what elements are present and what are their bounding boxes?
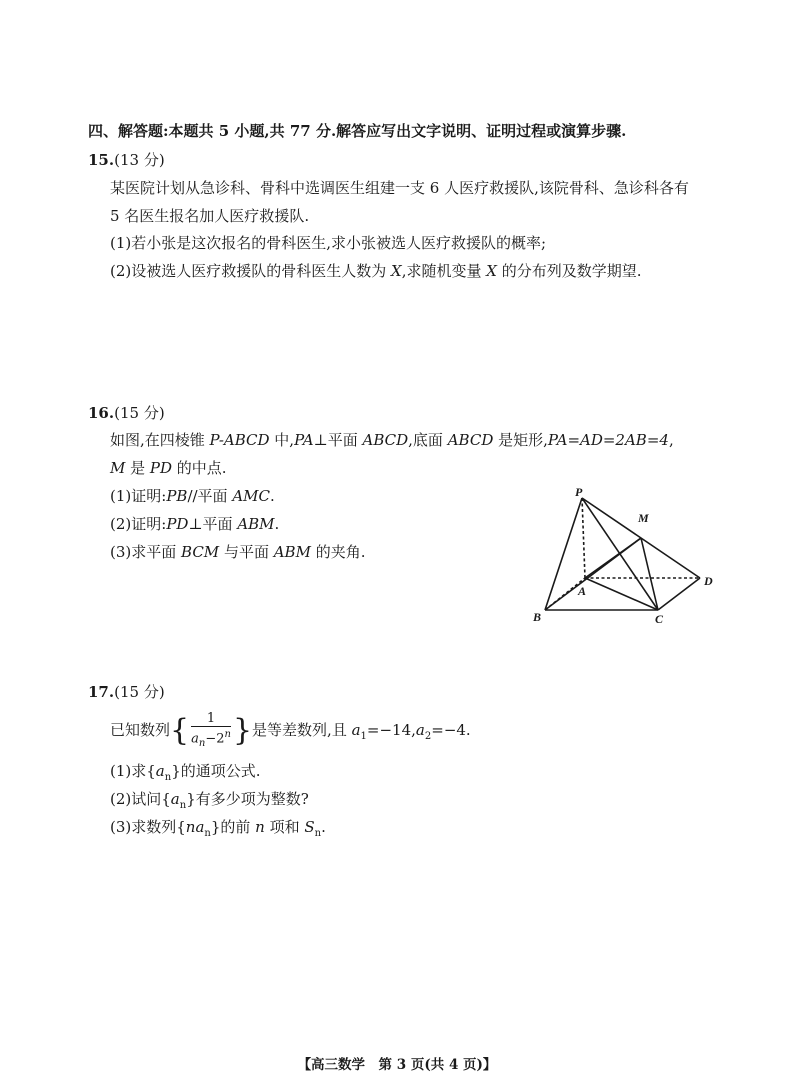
q17-text: 项和 (264, 818, 305, 836)
fraction-denominator (191, 727, 231, 751)
q17-text: . (321, 818, 326, 836)
q16-text: ⊥平面 (313, 431, 363, 449)
q17-nan: na (185, 818, 205, 836)
left-brace: { (170, 713, 190, 748)
label-a: A (578, 584, 587, 598)
q16-text: 与平面 (219, 543, 274, 561)
q15-var-x: X (391, 262, 402, 280)
q17-text: (2)试问{ (110, 790, 171, 808)
label-d: D (704, 574, 713, 588)
q17-text: =−4. (431, 721, 471, 739)
q16-text: . (270, 487, 275, 505)
q17-an-sub-2: n (179, 800, 187, 811)
q17-a2-sub: 2 (424, 731, 432, 742)
edge-pb (545, 498, 582, 610)
q15-part2 (110, 261, 642, 281)
q16-abcd: ABCD (362, 431, 409, 449)
q15-score: (13 分) (114, 151, 165, 169)
q16-pa: PA (294, 431, 314, 449)
q17-a1-sub: 1 (360, 731, 367, 742)
q16-text: (1)证明: (110, 487, 167, 505)
den-sub: n (198, 737, 206, 749)
edge-pa-hidden (582, 498, 585, 578)
q16-part3 (110, 542, 365, 562)
q16-heading (88, 403, 165, 423)
q17-text: 已知数列 (110, 721, 171, 739)
q17-heading (88, 682, 165, 702)
q16-abm: ABM (237, 515, 275, 533)
q17-text: }的通项公式. (171, 762, 261, 780)
q17-score: (15 分) (114, 683, 165, 701)
page-footer: 【高三数学 第 3 页(共 4 页)】 (297, 1057, 497, 1073)
q15-part2-text-a: (2)设被选人医疗救援队的骨科医生人数为 (110, 262, 392, 280)
q16-pb: PB (166, 487, 188, 505)
q16-text: , (668, 431, 674, 449)
q17-text: 是等差数列,且 (252, 721, 352, 739)
q16-pd: PD (149, 459, 173, 477)
pyramid-figure (525, 483, 725, 628)
q17-text: =−14, (366, 721, 416, 739)
q17-a1: a (351, 721, 361, 739)
q15-heading (88, 150, 165, 170)
q16-part1 (110, 486, 275, 506)
q17-text: (3)求数列{ (110, 818, 186, 836)
q16-number: 16. (88, 404, 115, 422)
label-m: M (638, 511, 649, 525)
q17-text: }有多少项为整数? (186, 790, 309, 808)
fraction-numerator: 1 (191, 711, 231, 727)
q16-text: ,底面 (408, 431, 448, 449)
label-b: B (533, 610, 542, 624)
den-sup: n (224, 729, 231, 741)
q16-text: 中, (269, 431, 295, 449)
q17-part1 (110, 761, 261, 788)
q17-sn-sub: n (314, 828, 322, 839)
q16-text: 的中点. (172, 459, 227, 477)
q16-abcd-2: ABCD (447, 431, 494, 449)
q16-text: //平面 (187, 487, 233, 505)
q15-part2-text-b: ,求随机变量 (401, 262, 487, 280)
q16-pyramid: P-ABCD (209, 431, 270, 449)
q16-stem-line1 (110, 430, 674, 450)
edge-mc (641, 538, 658, 610)
q16-score: (15 分) (114, 404, 165, 422)
q17-text: (1)求{ (110, 762, 156, 780)
q17-text: }的前 (210, 818, 256, 836)
q16-text: ⊥平面 (188, 515, 238, 533)
q17-part3 (110, 817, 326, 844)
q17-an: a (155, 762, 165, 780)
section-header: 四、解答题:本题共 5 小题,共 77 分.解答应写出文字说明、证明过程或演算步骤. (88, 122, 627, 140)
q16-part2 (110, 514, 279, 534)
label-p: P (575, 485, 583, 499)
q16-text: . (274, 515, 280, 533)
q17-nan-sub: n (204, 828, 211, 839)
den-a: a (191, 731, 199, 747)
den-minus-two: −2 (205, 731, 225, 747)
q15-var-x-2: X (486, 262, 497, 280)
q16-text: 的夹角. (310, 543, 366, 561)
edge-cd (658, 578, 700, 610)
q17-a2: a (415, 721, 425, 739)
q16-text: 是 (125, 459, 150, 477)
q16-text: 是矩形, (493, 431, 548, 449)
q17-part2 (110, 789, 309, 816)
q15-stem-line1: 某医院计划从急诊科、骨科中选调医生组建一支 6 人医疗救援队,该院骨科、急诊科各有 (110, 179, 689, 197)
q17-sn: S (304, 818, 315, 836)
q17-n: n (255, 818, 265, 836)
q16-bcm: BCM (181, 543, 220, 561)
q17-number: 17. (88, 683, 115, 701)
q16-text: (3)求平面 (110, 543, 182, 561)
q16-abm-2: ABM (273, 543, 311, 561)
q16-equation: PA=AD=2AB=4 (547, 431, 669, 449)
q16-amc: AMC (232, 487, 270, 505)
q16-stem-line2 (110, 458, 227, 478)
right-brace: } (232, 713, 253, 748)
q17-stem (110, 710, 471, 757)
q16-pd-2: PD (166, 515, 189, 533)
label-c: C (655, 612, 664, 626)
q17-an-sub: n (164, 772, 172, 783)
q16-text: (2)证明: (110, 515, 167, 533)
q15-stem-line2: 5 名医生报名加人医疗救援队. (110, 207, 310, 225)
q17-an-2: a (170, 790, 180, 808)
q15-part1: (1)若小张是这次报名的骨科医生,求小张被选人医疗救援队的概率; (110, 234, 547, 252)
q16-m: M (110, 459, 126, 477)
q15-part2-text-c: 的分布列及数学期望. (496, 262, 642, 280)
q15-number: 15. (88, 151, 115, 169)
q16-text: 如图,在四棱锥 (110, 431, 210, 449)
q17-fraction (191, 711, 231, 751)
